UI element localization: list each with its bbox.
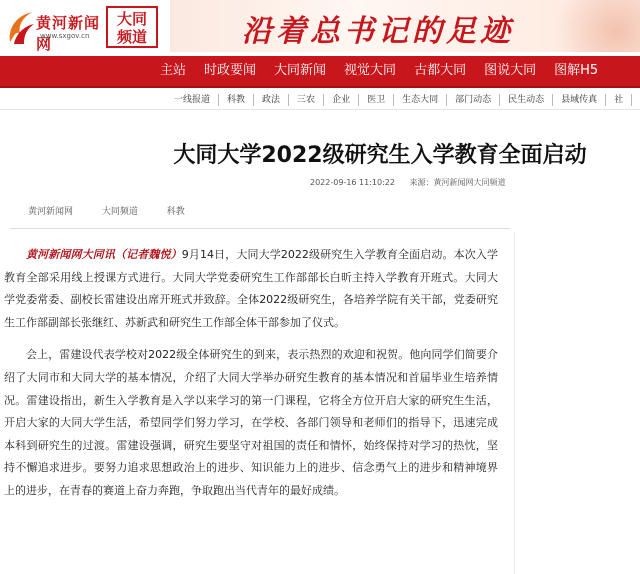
article-meta bbox=[310, 177, 518, 188]
nav-item[interactable]: 大同新闻 bbox=[274, 63, 327, 78]
article-title: 大同大学2022级研究生入学教育全面启动 bbox=[173, 143, 587, 168]
subnav-item[interactable]: 三农 bbox=[289, 94, 324, 106]
breadcrumb bbox=[28, 204, 488, 217]
article-paragraph: 会上，雷建设代表学校对2022级全体研究生的到来，表示热烈的欢迎和祝贺。他向同学们简要介绍了大同市和大同大学的基本情况，介绍了大同大学举办研究生教育的基本情况和首届毕业生培养情况。雷建设指出，新生入学教育是入学以来学习的第一门课程，它将全方位开启大家的研究生生活，开启大家的大同大学生活，希望同学们努力学习，在学校、各部门领导和老师们的指导下，迅速完成本科到研究生的过渡。雷建设强调，研究生要坚守对祖国的责任和情怀，始终保持对学习的热忱，坚持不懈追求进步。要努力追求思想政治上的进步、知识能力上的进步、信念勇气上的进步和精神境界上的进步，在青春的赛道上奋力奔跑，争取跑出当代青年的最好成绩。 bbox=[4, 348, 498, 497]
logo-swirl-icon bbox=[6, 8, 36, 46]
nav-item[interactable]: 古都大同 bbox=[414, 63, 467, 78]
banner-decoration bbox=[520, 0, 640, 52]
channel-badge[interactable] bbox=[106, 6, 158, 48]
nav-item[interactable]: 图说大同 bbox=[484, 63, 537, 78]
nav-item[interactable]: 图解H5 bbox=[554, 63, 599, 78]
nav-item[interactable]: 视觉大同 bbox=[344, 63, 397, 78]
publish-datetime: 2022-09-16 11:10:22 bbox=[310, 178, 395, 187]
sidebar-divider bbox=[514, 232, 515, 574]
article-body bbox=[4, 244, 498, 513]
subnav-item[interactable]: 政法 bbox=[254, 94, 289, 106]
logo-name: 黄河新闻网 bbox=[36, 14, 101, 53]
channel-line2: 频道 bbox=[116, 28, 147, 46]
subnav-item[interactable]: 社 bbox=[606, 94, 632, 106]
nav-item[interactable]: 主站 bbox=[160, 63, 187, 78]
nav-item[interactable]: 时政要闻 bbox=[204, 63, 257, 78]
subnav-item[interactable]: 生态大同 bbox=[394, 94, 447, 106]
site-logo[interactable] bbox=[6, 6, 102, 53]
header-banner[interactable] bbox=[170, 0, 640, 52]
paragraph-text: 9月14日，大同大学2022级研究生入学教育全面启动。本次入学教育全部采用线上授课方式进行。大同大学党委研究生工作部部长白昕主持入学教育开班式。大同大学党委常委、副校长雷建设出席开班式并致辞。全体2022级研究生，各培养学院有关干部，党委研究生工作部副部长张继红、苏新武和研究生工作部全体干部参加了仪式。 bbox=[4, 248, 498, 329]
breadcrumb-item-channel[interactable]: 大同频道 bbox=[101, 207, 138, 217]
subnav-item[interactable]: 企业 bbox=[324, 94, 359, 106]
article-source: 来源：黄河新闻网大同频道 bbox=[409, 178, 506, 187]
article-paragraph bbox=[4, 244, 498, 334]
logo-url: www.sxgov.cn bbox=[40, 32, 90, 40]
banner-slogan: 沿着总书记的足迹 bbox=[242, 14, 514, 49]
subnav-item[interactable]: 科教 bbox=[219, 94, 254, 106]
breadcrumb-item-home[interactable]: 黄河新闻网 bbox=[28, 207, 74, 217]
sub-nav bbox=[0, 92, 640, 110]
main-nav bbox=[0, 56, 640, 88]
subnav-item[interactable]: 一线报道 bbox=[166, 94, 219, 106]
subnav-item[interactable]: 医卫 bbox=[359, 94, 394, 106]
subnav-item[interactable]: 县域传真 bbox=[553, 94, 606, 106]
breadcrumb-item-section[interactable]: 科教 bbox=[166, 207, 185, 217]
breadcrumb-divider bbox=[10, 228, 510, 229]
channel-line1: 大同 bbox=[116, 10, 147, 28]
article-dateline: 黄河新闻网大同讯（记者魏悦） bbox=[26, 248, 182, 261]
subnav-item[interactable]: 民生动态 bbox=[500, 94, 553, 106]
subnav-item[interactable]: 部门动态 bbox=[447, 94, 500, 106]
site-header bbox=[0, 0, 640, 56]
